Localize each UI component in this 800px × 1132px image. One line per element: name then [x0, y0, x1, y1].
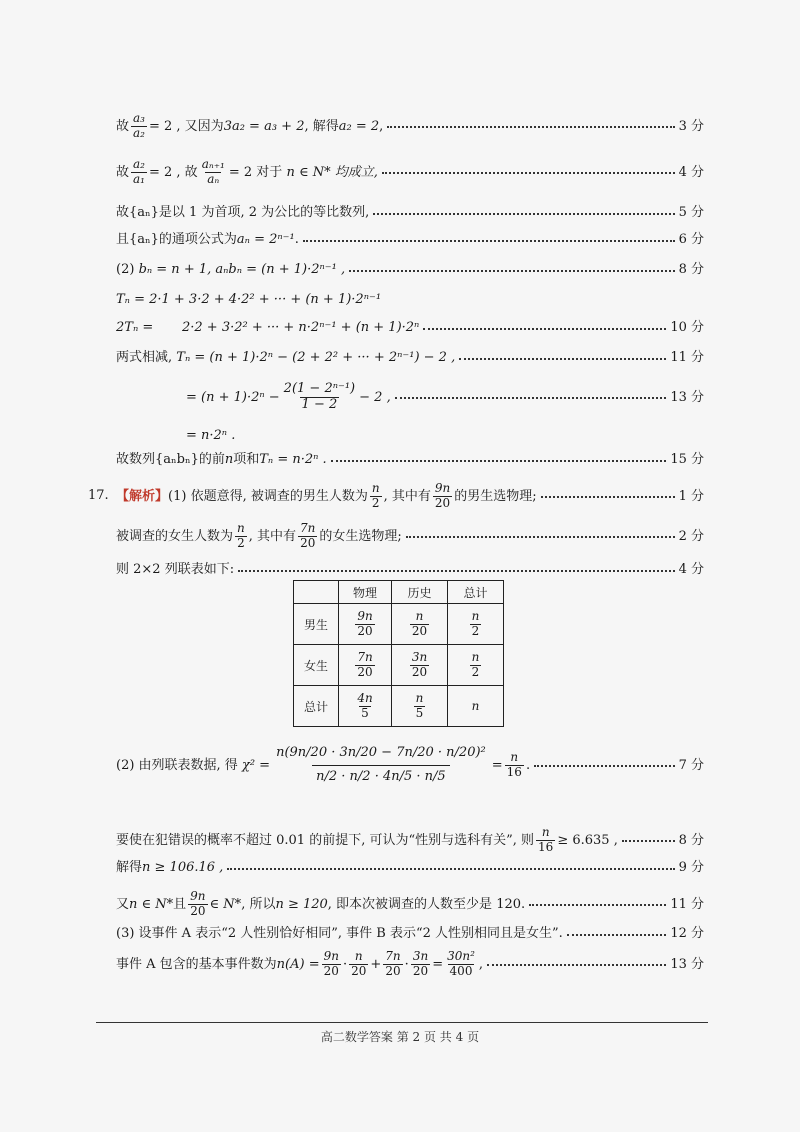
dot-leader — [387, 126, 674, 128]
equation: n ∈ N* — [129, 896, 174, 912]
frac-num: n — [471, 649, 480, 664]
frac-num: 3n — [412, 949, 429, 963]
text: 故 — [116, 164, 130, 180]
table-cell — [339, 686, 392, 727]
line-tn-sum — [116, 292, 704, 308]
score-label: 12 分 — [670, 926, 704, 941]
score-label: 13 分 — [670, 389, 704, 405]
dot-leader — [541, 496, 675, 498]
frac-den: 16 — [506, 764, 522, 779]
q17-line-7-points — [116, 742, 704, 789]
dot-leader — [227, 868, 674, 870]
q17-line-1-point — [116, 482, 704, 511]
frac-num: a₂ — [133, 157, 145, 171]
dot-leader — [622, 840, 675, 842]
frac-den: 5 — [415, 705, 424, 720]
frac-den: 1 − 2 — [301, 396, 338, 412]
frac-num: n — [541, 825, 550, 839]
text: , 所以 — [241, 896, 276, 912]
text: 解得 — [116, 860, 143, 875]
fraction — [445, 950, 477, 979]
frac-num: 9n — [190, 889, 206, 903]
dot-leader — [382, 172, 675, 174]
text: (2) — [116, 262, 135, 277]
equation: a₂ = 2 — [338, 118, 380, 134]
text: 且{aₙ}的通项公式为 — [116, 232, 237, 247]
score-label: 7 分 — [678, 757, 704, 773]
table-header: 总计 — [448, 581, 504, 604]
q17-line-9-points — [116, 860, 704, 876]
row-label: 男生 — [294, 604, 339, 645]
table-cell — [392, 645, 448, 686]
page-footer: 高二数学答案 第 2 页 共 4 页 — [320, 1030, 480, 1044]
equation: = (n + 1)·2ⁿ − — [186, 389, 280, 405]
score-label: 8 分 — [678, 262, 704, 277]
equation: n ≥ 120 — [275, 896, 328, 912]
text: 则 2×2 列联表如下: — [116, 562, 235, 577]
dot-leader — [567, 934, 667, 936]
table-header: 历史 — [392, 581, 448, 604]
text: 被调查的女生人数为 — [116, 528, 234, 544]
frac-den: 20 — [411, 623, 428, 638]
frac-num: n(9n/20 · 3n/20 − 7n/20 · n/20)² — [276, 745, 486, 760]
frac-den: 5 — [361, 705, 369, 720]
text: 要使在犯错误的概率不超过 0.01 的前提下, 可认为“性别与选科有关”, 则 — [116, 832, 535, 848]
line-13-points — [116, 382, 704, 413]
frac-num: 2(1 − 2ⁿ⁻¹) — [283, 381, 356, 396]
frac-den: aₙ — [207, 171, 220, 186]
text: . — [525, 757, 531, 773]
fraction-n-2 — [235, 522, 247, 551]
equation: = n·2ⁿ . — [186, 428, 236, 443]
fraction — [383, 950, 402, 979]
text: 故{aₙ}是以 1 为首项, 2 为公比的等比数列, — [116, 205, 370, 220]
score-label: 6 分 — [678, 232, 704, 247]
table-cell — [339, 645, 392, 686]
equation: Tₙ = (n + 1)·2ⁿ − (2 + 2² + ··· + 2ⁿ⁻¹) − 2 , — [176, 350, 456, 365]
equation: 2·2 + 3·2² + ··· + n·2ⁿ⁻¹ + (n + 1)·2ⁿ — [182, 320, 420, 335]
fraction-geometric-sum — [282, 382, 357, 413]
dot-leader — [238, 570, 675, 572]
frac-num: 9n — [357, 608, 373, 623]
equation: n ≥ 106.16 , — [142, 860, 224, 875]
cell-value: n — [471, 699, 480, 713]
frac-den: 20 — [411, 664, 428, 679]
table-row — [294, 686, 504, 727]
equation: aₙ = 2ⁿ⁻¹ — [236, 232, 295, 247]
text: , — [478, 956, 484, 972]
frac-den: 20 — [351, 963, 367, 978]
fraction-7n-20 — [298, 522, 317, 551]
frac-den: 20 — [323, 963, 339, 978]
dot-leader — [395, 397, 667, 399]
line-3-points — [116, 112, 704, 141]
equation: = — [491, 757, 503, 773]
text: (3) 设事件 A 表示“2 人性别恰好相同”, 事件 B 表示“2 人性别相同且是女生”. — [116, 926, 563, 941]
frac-num: a₃ — [133, 111, 145, 125]
fraction — [411, 950, 430, 979]
frac-num: n — [471, 608, 480, 623]
text: , 其中有 — [383, 488, 431, 504]
fraction-a2-a1 — [131, 158, 147, 187]
table-header: 物理 — [339, 581, 392, 604]
text: 又 — [116, 896, 130, 912]
equation: Tₙ = n·2ⁿ . — [259, 452, 327, 467]
dot-leader — [487, 964, 666, 966]
q17-line-4-points — [116, 562, 704, 578]
fraction-n-2 — [370, 482, 382, 511]
text: 项和 — [233, 452, 260, 467]
text: , 解得 — [304, 118, 339, 134]
table-header-row — [294, 581, 504, 604]
frac-num: n — [415, 608, 424, 623]
frac-den: 16 — [538, 839, 554, 854]
text: (1) 依题意得, 被调查的男生人数为 — [168, 488, 368, 504]
dot-leader — [349, 270, 674, 272]
frac-den: 400 — [449, 963, 473, 978]
frac-den: 2 — [471, 664, 480, 679]
score-label: 3 分 — [678, 118, 704, 134]
equation: bₙ = n + 1, aₙbₙ = (n + 1)·2ⁿ⁻¹ , — [138, 262, 346, 277]
frac-den: a₂ — [133, 125, 145, 140]
frac-num: 7n — [385, 949, 401, 963]
frac-den: a₁ — [133, 171, 145, 186]
text: (2) 由列联表数据, 得 — [116, 757, 238, 773]
frac-den: n/2 · n/2 · 4n/5 · n/5 — [312, 765, 450, 789]
dot-leader — [529, 904, 666, 906]
score-label: 4 分 — [678, 562, 704, 577]
text: 事件 A 包含的基本事件数为 — [116, 956, 277, 972]
question-number: 17. — [88, 488, 109, 503]
score-label: 13 分 — [670, 956, 704, 972]
fraction-n-16 — [536, 826, 555, 855]
frac-num: aₙ₊₁ — [201, 157, 225, 171]
fraction-9n-20 — [188, 890, 207, 919]
frac-den: 20 — [300, 535, 316, 550]
score-label: 9 分 — [678, 860, 704, 875]
line-result — [116, 428, 704, 444]
frac-den: 20 — [190, 903, 206, 918]
table-row — [294, 604, 504, 645]
score-label: 15 分 — [670, 452, 704, 467]
analysis-tag: 【解析】 — [116, 488, 169, 504]
dot-leader — [406, 536, 675, 538]
frac-den: 20 — [357, 623, 373, 638]
frac-den: 20 — [412, 963, 429, 978]
frac-num: 7n — [300, 521, 316, 535]
fraction-a3-a2 — [131, 112, 147, 141]
dot-leader — [331, 460, 667, 462]
text: = 2 , 又因为 — [148, 118, 224, 134]
fraction-an1-an — [200, 158, 227, 187]
fraction-9n-20 — [433, 482, 452, 511]
q17-line-12-points — [116, 926, 704, 942]
text: , 其中有 — [248, 528, 297, 544]
equation: ∈ N* — [209, 896, 242, 912]
score-label: 8 分 — [678, 832, 704, 848]
dot-leader — [459, 358, 666, 360]
equation: 2Tₙ = — [116, 320, 154, 335]
table-header — [294, 581, 339, 604]
frac-den: 2 — [237, 535, 245, 550]
frac-num: 4n — [357, 690, 373, 705]
equation: χ² = — [241, 757, 271, 773]
frac-num: n — [371, 481, 380, 495]
row-label: 总计 — [294, 686, 339, 727]
score-label: 2 分 — [678, 528, 704, 544]
frac-den: 20 — [434, 495, 451, 510]
equation: n(A) = — [276, 956, 320, 972]
table-cell — [448, 604, 504, 645]
table-cell — [448, 645, 504, 686]
frac-num: n — [415, 690, 424, 705]
score-label: 5 分 — [678, 205, 704, 220]
q17-line-8-points — [116, 826, 704, 855]
table-cell — [448, 686, 504, 727]
variable: n — [224, 452, 234, 467]
frac-den: 20 — [385, 963, 401, 978]
text: 故 — [116, 118, 130, 134]
frac-den: 20 — [357, 664, 373, 679]
table-cell — [339, 604, 392, 645]
text: n ∈ N* 均成立, — [286, 164, 378, 180]
score-label: 10 分 — [670, 320, 704, 335]
text: 故数列{aₙbₙ}的前 — [116, 452, 225, 467]
text: 且 — [173, 896, 187, 912]
text: 两式相减, — [116, 350, 173, 365]
fraction-n-16 — [505, 751, 524, 780]
footer-divider — [96, 1022, 708, 1023]
score-label: 1 分 — [678, 488, 704, 504]
score-label: 11 分 — [670, 350, 704, 365]
text: 的女生选物理; — [319, 528, 402, 544]
text: , 即本次被调查的人数至少是 120. — [327, 896, 526, 912]
frac-num: 30n² — [447, 949, 475, 963]
line-8-points — [116, 262, 704, 278]
q17-line-2-points — [116, 522, 704, 551]
contingency-table — [293, 580, 504, 727]
equation: Tₙ = 2·1 + 3·2 + 4·2² + ··· + (n + 1)·2ⁿ⁻¹ — [116, 292, 382, 307]
line-4-points — [116, 158, 704, 187]
frac-num: n — [237, 521, 245, 535]
table-cell — [392, 686, 448, 727]
frac-den: 2 — [371, 495, 380, 510]
frac-num: 9n — [323, 949, 339, 963]
frac-num: n — [510, 750, 519, 765]
frac-num: 7n — [357, 649, 373, 664]
frac-num: 3n — [411, 649, 428, 664]
line-15-points — [116, 452, 704, 468]
equation: − 2 , — [359, 389, 391, 405]
table-row — [294, 645, 504, 686]
score-label: 11 分 — [670, 896, 704, 912]
dot-leader — [373, 213, 674, 215]
equation: ≥ 6.635 , — [557, 832, 618, 848]
fraction-chi-square — [272, 742, 490, 789]
text: , — [379, 118, 384, 134]
line-10-points — [116, 320, 704, 336]
line-6-points — [116, 232, 704, 248]
line-5-points — [116, 205, 704, 221]
dot-leader — [303, 240, 675, 242]
text: = 2 , 故 — [148, 164, 198, 180]
text: . — [294, 232, 299, 247]
q17-line-11-points — [116, 890, 704, 919]
table-cell — [392, 604, 448, 645]
line-11-points — [116, 350, 704, 366]
fraction — [322, 950, 341, 979]
fraction — [349, 950, 368, 979]
frac-num: 9n — [434, 481, 451, 495]
text: = 2 对于 — [228, 164, 283, 180]
frac-num: n — [354, 949, 363, 963]
dot-leader — [534, 765, 675, 767]
row-label: 女生 — [294, 645, 339, 686]
frac-den: 2 — [471, 623, 480, 638]
text: 的男生选物理; — [454, 488, 537, 504]
score-label: 4 分 — [678, 164, 704, 180]
dot-leader — [423, 328, 666, 330]
equation: 3a₂ = a₃ + 2 — [223, 118, 305, 134]
q17-line-13-points: 事件 A 包含的基本事件数为 n(A) = $\frac{9n}{20}$ · $\frac{n}{20}$ + $\frac{7n}{20}$ · $\frac{3n}{20}$ = $\frac{\text{30n²}}{400}$ , 13 分 — [116, 949, 704, 978]
